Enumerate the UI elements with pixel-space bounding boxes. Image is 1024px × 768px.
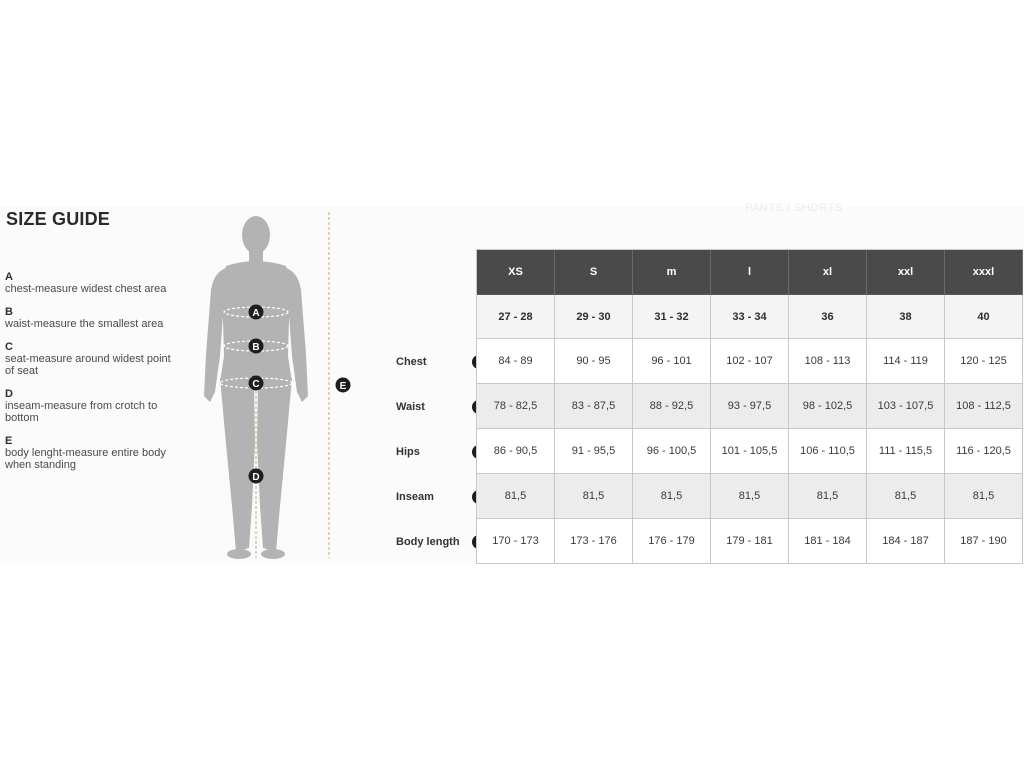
size-header-cell: S [555, 250, 633, 295]
row-labels [396, 339, 486, 564]
table-cell: 173 - 176 [555, 519, 633, 564]
table-cell: 90 - 95 [555, 339, 633, 384]
size-header-cell: l [711, 250, 789, 295]
row-label-hips [396, 429, 486, 474]
table-cell: 111 - 115,5 [867, 429, 945, 474]
table-cell: 98 - 102,5 [789, 384, 867, 429]
faint-heading: PANTS / SHORTS [745, 202, 843, 214]
row-label-text: Inseam [396, 490, 434, 503]
body-figure [196, 206, 366, 566]
row-label-text: Hips [396, 445, 420, 458]
table-cell: 103 - 107,5 [867, 384, 945, 429]
legend-item-c [5, 341, 175, 377]
legend-text: seat-measure around widest point of seat [5, 353, 171, 377]
numeric-size-cell: 40 [945, 295, 1023, 339]
row-label-chest [396, 339, 486, 384]
table-cell: 81,5 [789, 474, 867, 519]
row-label-body-length [396, 519, 486, 564]
table-cell: 102 - 107 [711, 339, 789, 384]
table-cell: 86 - 90,5 [477, 429, 555, 474]
legend-key: D [5, 388, 13, 400]
marker-c-label: C [252, 379, 260, 390]
table-cell: 120 - 125 [945, 339, 1023, 384]
page-title: SIZE GUIDE [6, 209, 111, 229]
table-cell: 108 - 112,5 [945, 384, 1023, 429]
legend-key: B [5, 306, 13, 318]
table-cell: 96 - 100,5 [633, 429, 711, 474]
table-cell: 108 - 113 [789, 339, 867, 384]
table-cell: 91 - 95,5 [555, 429, 633, 474]
row-label-text: Body length [396, 535, 460, 548]
table-cell: 187 - 190 [945, 519, 1023, 564]
marker-e-label: E [339, 381, 347, 392]
legend-key: A [5, 271, 13, 283]
table-cell: 116 - 120,5 [945, 429, 1023, 474]
size-header-cell: XS [477, 250, 555, 295]
numeric-size-cell: 31 - 32 [633, 295, 711, 339]
table-cell: 181 - 184 [789, 519, 867, 564]
table-cell: 184 - 187 [867, 519, 945, 564]
legend-text: waist-measure the smallest area [5, 318, 164, 330]
table-cell: 88 - 92,5 [633, 384, 711, 429]
table-cell: 81,5 [867, 474, 945, 519]
table-cell: 96 - 101 [633, 339, 711, 384]
table-cell: 84 - 89 [477, 339, 555, 384]
size-header-cell: m [633, 250, 711, 295]
row-label-inseam [396, 474, 486, 519]
table-cell: 101 - 105,5 [711, 429, 789, 474]
table-cell: 114 - 119 [867, 339, 945, 384]
numeric-size-cell: 29 - 30 [555, 295, 633, 339]
numeric-size-cell: 27 - 28 [477, 295, 555, 339]
marker-a-label: A [252, 308, 260, 319]
legend-item-d [5, 388, 175, 424]
numeric-size-cell: 36 [789, 295, 867, 339]
table-cell: 81,5 [477, 474, 555, 519]
table-cell: 83 - 87,5 [555, 384, 633, 429]
table-cell: 81,5 [633, 474, 711, 519]
table-cell: 81,5 [555, 474, 633, 519]
human-silhouette-icon [196, 206, 366, 566]
legend-text: chest-measure widest chest area [5, 283, 167, 295]
table-cell: 78 - 82,5 [477, 384, 555, 429]
legend-item-e [5, 435, 175, 471]
legend-key: E [5, 435, 13, 447]
marker-b-label: B [252, 342, 260, 353]
table-cell: 93 - 97,5 [711, 384, 789, 429]
table-cell: 170 - 173 [477, 519, 555, 564]
size-table [476, 249, 1023, 564]
legend-text: body lenght-measure entire body when standing [5, 447, 166, 471]
numeric-size-cell: 38 [867, 295, 945, 339]
legend-item-a [5, 271, 175, 295]
row-label-text: Waist [396, 400, 425, 413]
numeric-size-cell: 33 - 34 [711, 295, 789, 339]
size-header-cell: xl [789, 250, 867, 295]
size-header-cell: xxxl [945, 250, 1023, 295]
row-label-text: Chest [396, 355, 427, 368]
row-label-waist [396, 384, 486, 429]
table-cell: 179 - 181 [711, 519, 789, 564]
table-cell: 176 - 179 [633, 519, 711, 564]
table-cell: 81,5 [945, 474, 1023, 519]
legend-text: inseam-measure from crotch to bottom [5, 400, 158, 424]
marker-d-label: D [252, 472, 260, 483]
table-cell: 106 - 110,5 [789, 429, 867, 474]
legend-item-b [5, 306, 175, 330]
measurement-legend [5, 271, 175, 482]
legend-key: C [5, 341, 13, 353]
table-cell: 81,5 [711, 474, 789, 519]
size-header-cell: xxl [867, 250, 945, 295]
